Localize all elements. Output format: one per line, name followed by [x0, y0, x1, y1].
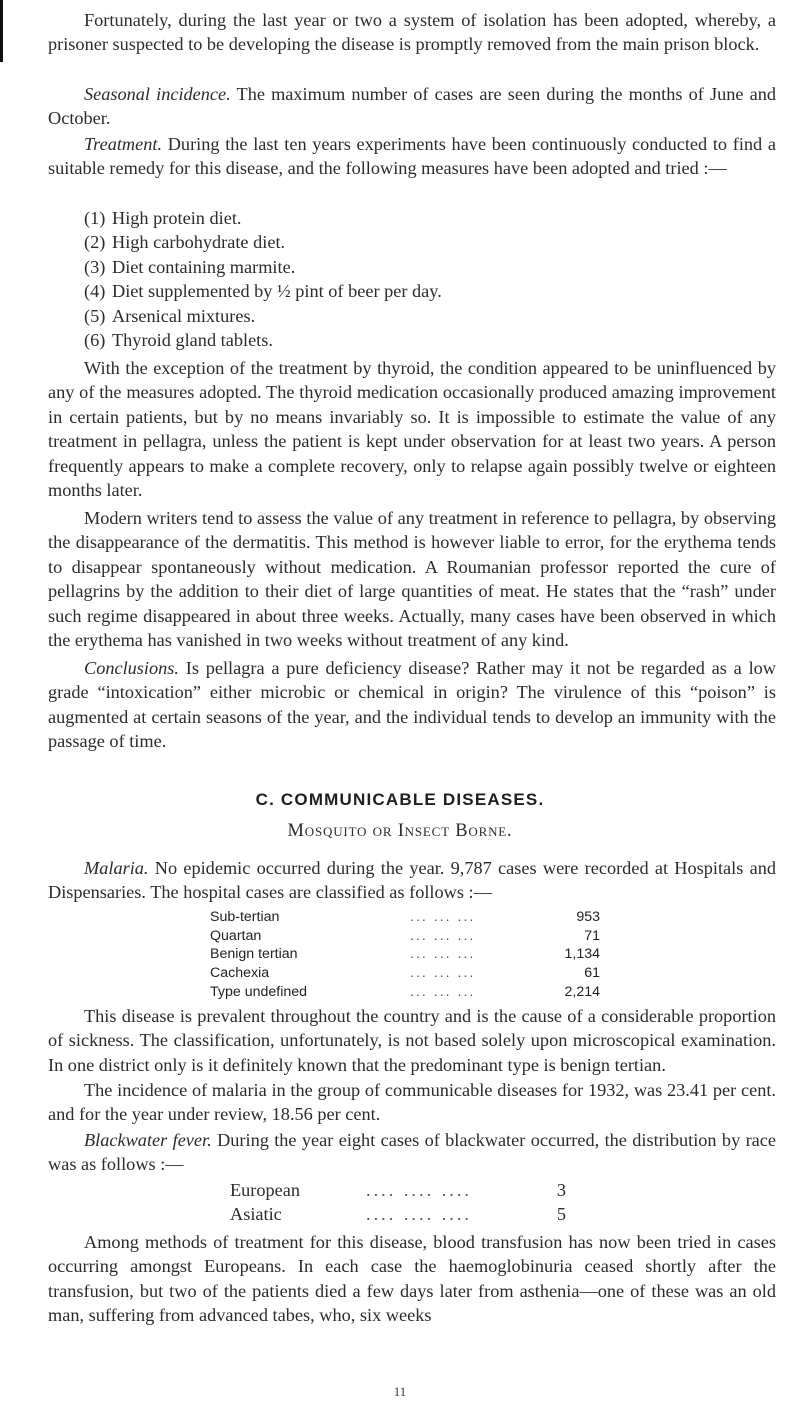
list-item-number: (2) [84, 232, 106, 253]
table-cell-value: 1,134 [564, 946, 600, 963]
paragraph-malaria [48, 856, 776, 905]
list-item [84, 206, 442, 230]
list-item [84, 328, 442, 352]
paragraph-isolation: Fortunately, during the last year or two a system of isolation has been adopted, whereby, a prisoner suspected to be developing the disease is promptly removed from the main prison block. [48, 10, 776, 55]
table-row [230, 1202, 566, 1226]
blackwater-heading: Blackwater fever. [84, 1130, 212, 1150]
table-cell-label: Benign tertian [210, 946, 298, 963]
table-row [210, 945, 600, 964]
list-item [84, 230, 442, 254]
malaria-text: No epidemic occurred during the year. 9,787 cases were recorded at Hospitals and Dispensaries. The hospital cases are classified as follows :— [48, 858, 776, 903]
section-subheading: Mosquito or Insect Borne. [287, 821, 513, 841]
list-item-number: (5) [84, 305, 106, 326]
paragraph-seasonal-incidence [48, 82, 776, 131]
list-item-number: (3) [84, 256, 106, 277]
leader-dots: ... ... ... [410, 965, 476, 982]
paragraph-treatment [48, 132, 776, 181]
list-item-number: (6) [84, 330, 106, 351]
seasonal-incidence-heading: Seasonal incidence. [84, 84, 231, 104]
paragraph-treatment-methods: Among methods of treatment for this disease, blood transfusion has now been tried in cases occurring amongst Europeans. In each case the haemoglobinuria ceased shortly after the transfusion, but two of the patients died a few days later from asthenia—one of these was an old man, suffering from advanced tabes, who, six weeks [48, 1232, 776, 1326]
conclusions-heading: Conclusions. [84, 658, 179, 678]
list-item-text: High protein diet. [112, 208, 242, 228]
page-edge-rule [0, 0, 3, 62]
table-cell-label: Quartan [210, 927, 262, 944]
table-row [210, 908, 600, 927]
leader-dots: ... ... ... [410, 927, 476, 944]
list-item [84, 279, 442, 303]
leader-dots: .... .... .... [366, 1204, 472, 1225]
list-item-number: (4) [84, 281, 106, 302]
table-cell-label: Cachexia [210, 965, 270, 982]
treatment-text: During the last ten years experiments have been continuously conducted to find a suitable remedy for this disease, and the following measures have been adopted and tried :— [48, 134, 776, 179]
table-cell-value: 61 [584, 965, 600, 982]
list-item-number: (1) [84, 208, 106, 228]
table-cell-value: 2,214 [564, 983, 600, 1000]
page-number: 11 [393, 1384, 407, 1399]
paragraph-incidence: The incidence of malaria in the group of communicable diseases for 1932, was 23.41 per cent. and for the year under review, 18.56 per cent. [48, 1080, 776, 1125]
table-cell-label: European [230, 1180, 301, 1200]
list-item [84, 255, 442, 279]
blackwater-distribution-table [230, 1178, 566, 1227]
list-item-text: Arsenical mixtures. [112, 305, 256, 326]
table-row [210, 983, 600, 1002]
table-row [210, 964, 600, 983]
list-item-text: High carbohydrate diet. [112, 232, 286, 253]
paragraph-thyroid: With the exception of the treatment by thyroid, the condition appeared to be uninfluenced by any of the measures adopted. The thyroid medication occasionally produced amazing improvement in certain patients, but by no means invariably so. It is impossible to estimate the value of any treatment in pellagra, unless the patient is kept under observation for at least two years. A person frequently appears to make a complete recovery, only to relapse again possibly twelve or eighteen months later. [48, 358, 776, 501]
table-cell-value: 953 [576, 909, 600, 925]
leader-dots: .... .... .... [366, 1180, 472, 1200]
leader-dots: ... ... ... [410, 946, 476, 963]
malaria-heading: Malaria. [84, 858, 149, 878]
treatment-heading: Treatment. [84, 134, 163, 154]
table-cell-label: Sub-tertian [210, 909, 280, 925]
table-row [210, 927, 600, 946]
table-cell-label: Asiatic [230, 1204, 282, 1225]
table-cell-value: 3 [556, 1180, 566, 1200]
table-cell-value: 5 [556, 1204, 566, 1225]
blackwater-text: During the year eight cases of blackwater occurred, the distribution by race was as follows :— [48, 1130, 776, 1175]
conclusions-text: Is pellagra a pure deficiency disease? Rather may it not be regarded as a low grade “intoxication” either microbic or chemical in origin? The virulence of this “poison” is augmented at certain seasons of the year, and the individual tends to develop an immunity with the passage of time. [48, 658, 776, 752]
paragraph-conclusions [48, 656, 776, 754]
section-heading: C. COMMUNICABLE DISEASES. [255, 790, 545, 809]
seasonal-incidence-text: The maximum number of cases are seen during the months of June and October. [48, 84, 776, 129]
list-item-text: Thyroid gland tablets. [112, 330, 273, 351]
paragraph-modern-writers: Modern writers tend to assess the value of any treatment in reference to pellagra, by observing the disappearance of the dermatitis. This method is however liable to error, for the erythema tends to disappear spontaneously without medication. A Roumanian professor reported the cure of pellagrins by the addition to their diet of large quantities of meat. He states that the “rash” under such regime disappeared in about three weeks. Actually, many cases have been observed in which the erythema has vanished in two weeks without treatment of any kind. [48, 508, 776, 651]
paragraph-prevalence: This disease is prevalent throughout the country and is the cause of a considerable proportion of sickness. The classification, unfortunately, is not based solely upon microscopical examination. In one district only is it definitely known that the predominant type is benign tertian. [48, 1006, 776, 1075]
list-item-text: Diet supplemented by ½ pint of beer per day. [112, 281, 442, 302]
leader-dots: ... ... ... [410, 983, 476, 1000]
list-item-text: Diet containing marmite. [112, 256, 296, 277]
paragraph-blackwater [48, 1128, 776, 1177]
table-cell-value: 71 [584, 927, 600, 944]
malaria-classification-table [210, 908, 600, 1002]
table-cell-label: Type undefined [210, 983, 308, 1000]
list-item [84, 304, 442, 328]
leader-dots: ... ... ... [410, 909, 476, 925]
table-row [230, 1178, 566, 1202]
treatment-measures-list [84, 206, 442, 352]
